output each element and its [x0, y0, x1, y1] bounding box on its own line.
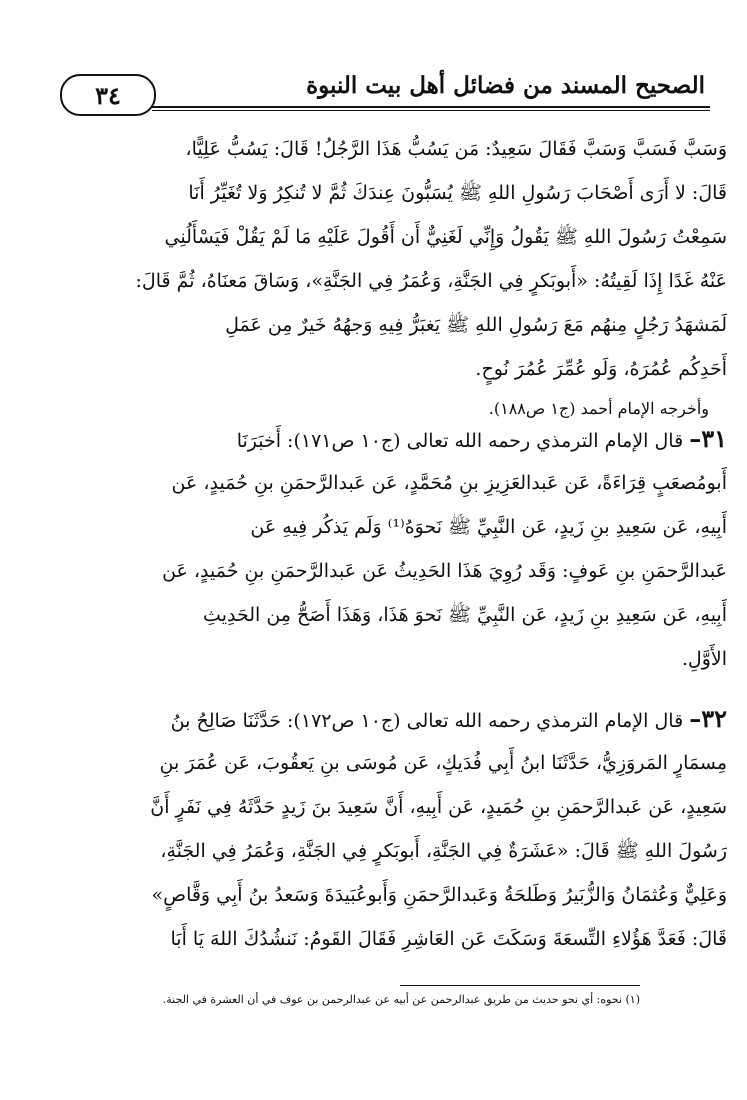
text-line: أَبِيهِ، عَن سَعِيدِ بنِ زَيدٍ، عَن النَّبِيِّ ﷺ نَحوَهُ⁽¹⁾ وَلَم يَذكُر فِيهِ عَن [250, 516, 727, 538]
text-line: سَمِعْتُ رَسُولَ اللهِ ﷺ يَقُولُ وَإِنِّي لَغَنِيٌّ أَن أَقُولَ عَلَيْهِ مَا لَمْ يَقُلْ فَيَسْأَلُنِي [164, 226, 727, 248]
text-line: قَالَ: لا أَرَى أَصْحَابَ رَسُولِ اللهِ ﷺ يُسَبُّونَ عِندَكَ ثُمَّ لا تُنكِرُ وَلا تُغَيِّرُ أَنَا [188, 182, 727, 204]
book-title: الصحيح المسند من فضائل أهل بيت النبوة [306, 72, 705, 99]
text-line: لَمَشهَدُ رَجُلٍ مِنهُم مَعَ رَسُولِ اللهِ ﷺ يَغبَرُّ فِيهِ وَجهُهُ خَيرٌ مِن عَمَلِ [225, 314, 727, 336]
footnote-number: (١) [625, 993, 640, 1006]
text-line: أَحَدِكُم عُمُرَهُ، وَلَو عُمِّرَ عُمُرَ نُوحٍ. [475, 358, 727, 380]
text-line: رَسُولَ اللهِ ﷺ قَالَ: «عَشَرَةٌ فِي الجَنَّةِ، أَبوبَكرٍ فِي الجَنَّةِ، وَعُمَرُ فِي الجَنَّةِ، [160, 840, 727, 862]
footnote [80, 993, 640, 1006]
page-header [60, 70, 710, 118]
text-line: الأَوَّلِ. [681, 648, 727, 670]
hadith-number: ٣١– [689, 424, 727, 453]
text-line: عَنْهُ غَدًا إِذَا لَقِيتُهُ: «أَبوبَكرٍ فِي الجَنَّةِ، وَعُمَرُ فِي الجَنَّةِ»، وَسَاقَ مَعنَاهُ، ثُمَّ قَالَ: [135, 270, 727, 292]
page-number: ٣٤ [60, 74, 156, 116]
text-line: قال الإمام الترمذي رحمه الله تعالى (ج١٠ ص١٧٢): حَدَّثَنَا صَالِحُ بنُ [170, 710, 684, 732]
text-line: قال الإمام الترمذي رحمه الله تعالى (ج١٠ ص١٧١): أَخبَرَنَا [236, 430, 684, 452]
text-line: وَعَلِيٌّ وَعُثمَانُ وَالزُّبَيرُ وَطَلحَةُ وَعَبدالرَّحمَنِ وَأَبوعُبَيدَةَ وَسَعدُ بنُ أَبِي وَقَّاصٍ» [151, 884, 727, 906]
hadith-32 [72, 697, 727, 961]
text-line: أَبومُصعَبٍ قِرَاءَةً، عَن عَبدالعَزِيزِ بنِ مُحَمَّدٍ، عَن عَبدالرَّحمَنِ بنِ حُمَيدٍ، عَن [171, 472, 727, 494]
text-line: وَسَبَّ فَسَبَّ وَسَبَّ فَقَالَ سَعِيدٌ: مَن يَسُبُّ هَذَا الرَّجُلُ! قَالَ: يَسُبُّ عَلِيًّا، [185, 138, 727, 160]
text-line: أَبِيهِ، عَن سَعِيدِ بنِ زَيدٍ، عَن النَّبِيِّ ﷺ نَحوَ هَذَا، وَهَذَا أَصَحُّ مِن الحَدِيثِ [203, 604, 727, 626]
source-reference: وأخرجه الإمام أحمد (ج١ ص١٨٨). [488, 399, 709, 418]
text-line: عَبدالرَّحمَنِ بنِ عَوفٍ: وَقَد رُوِيَ هَذَا الحَدِيثُ عَن عَبدالرَّحمَنِ بنِ حُمَيدٍ، عَن [162, 560, 727, 582]
text-line: مِسمَارٍ المَروَزِيُّ، حَدَّثَنَا ابنُ أَبِي فُدَيكٍ، عَن مُوسَى بنِ يَعقُوبَ، عَن عُمَرَ بنِ [159, 752, 727, 774]
hadith-number: ٣٢– [689, 704, 727, 733]
text-line: سَعِيدٍ، عَن عَبدالرَّحمَنِ بنِ حُمَيدٍ، عَن أَبِيهِ، أَنَّ سَعِيدَ بنَ زَيدٍ حَدَّثَهُ فِي نَفَرٍ أَنَّ [150, 796, 727, 818]
header-rule-thin [152, 110, 710, 111]
footnote-text: نحوه: أي نحو حديث من طريق عبدالرحمن عن أبيه عن عبدالرحمن بن عوف في أن العشرة في الجنة. [162, 993, 622, 1006]
footnote-divider [400, 985, 640, 986]
text-line: قَالَ: فَعَدَّ هَؤُلاءِ التِّسعَةَ وَسَكَتَ عَن العَاشِرِ فَقَالَ القَومُ: نَنشُدُكَ اللهَ يَا أَبَا [170, 928, 727, 950]
intro-paragraph [72, 127, 727, 427]
header-rule [152, 106, 710, 108]
hadith-31 [72, 417, 727, 681]
